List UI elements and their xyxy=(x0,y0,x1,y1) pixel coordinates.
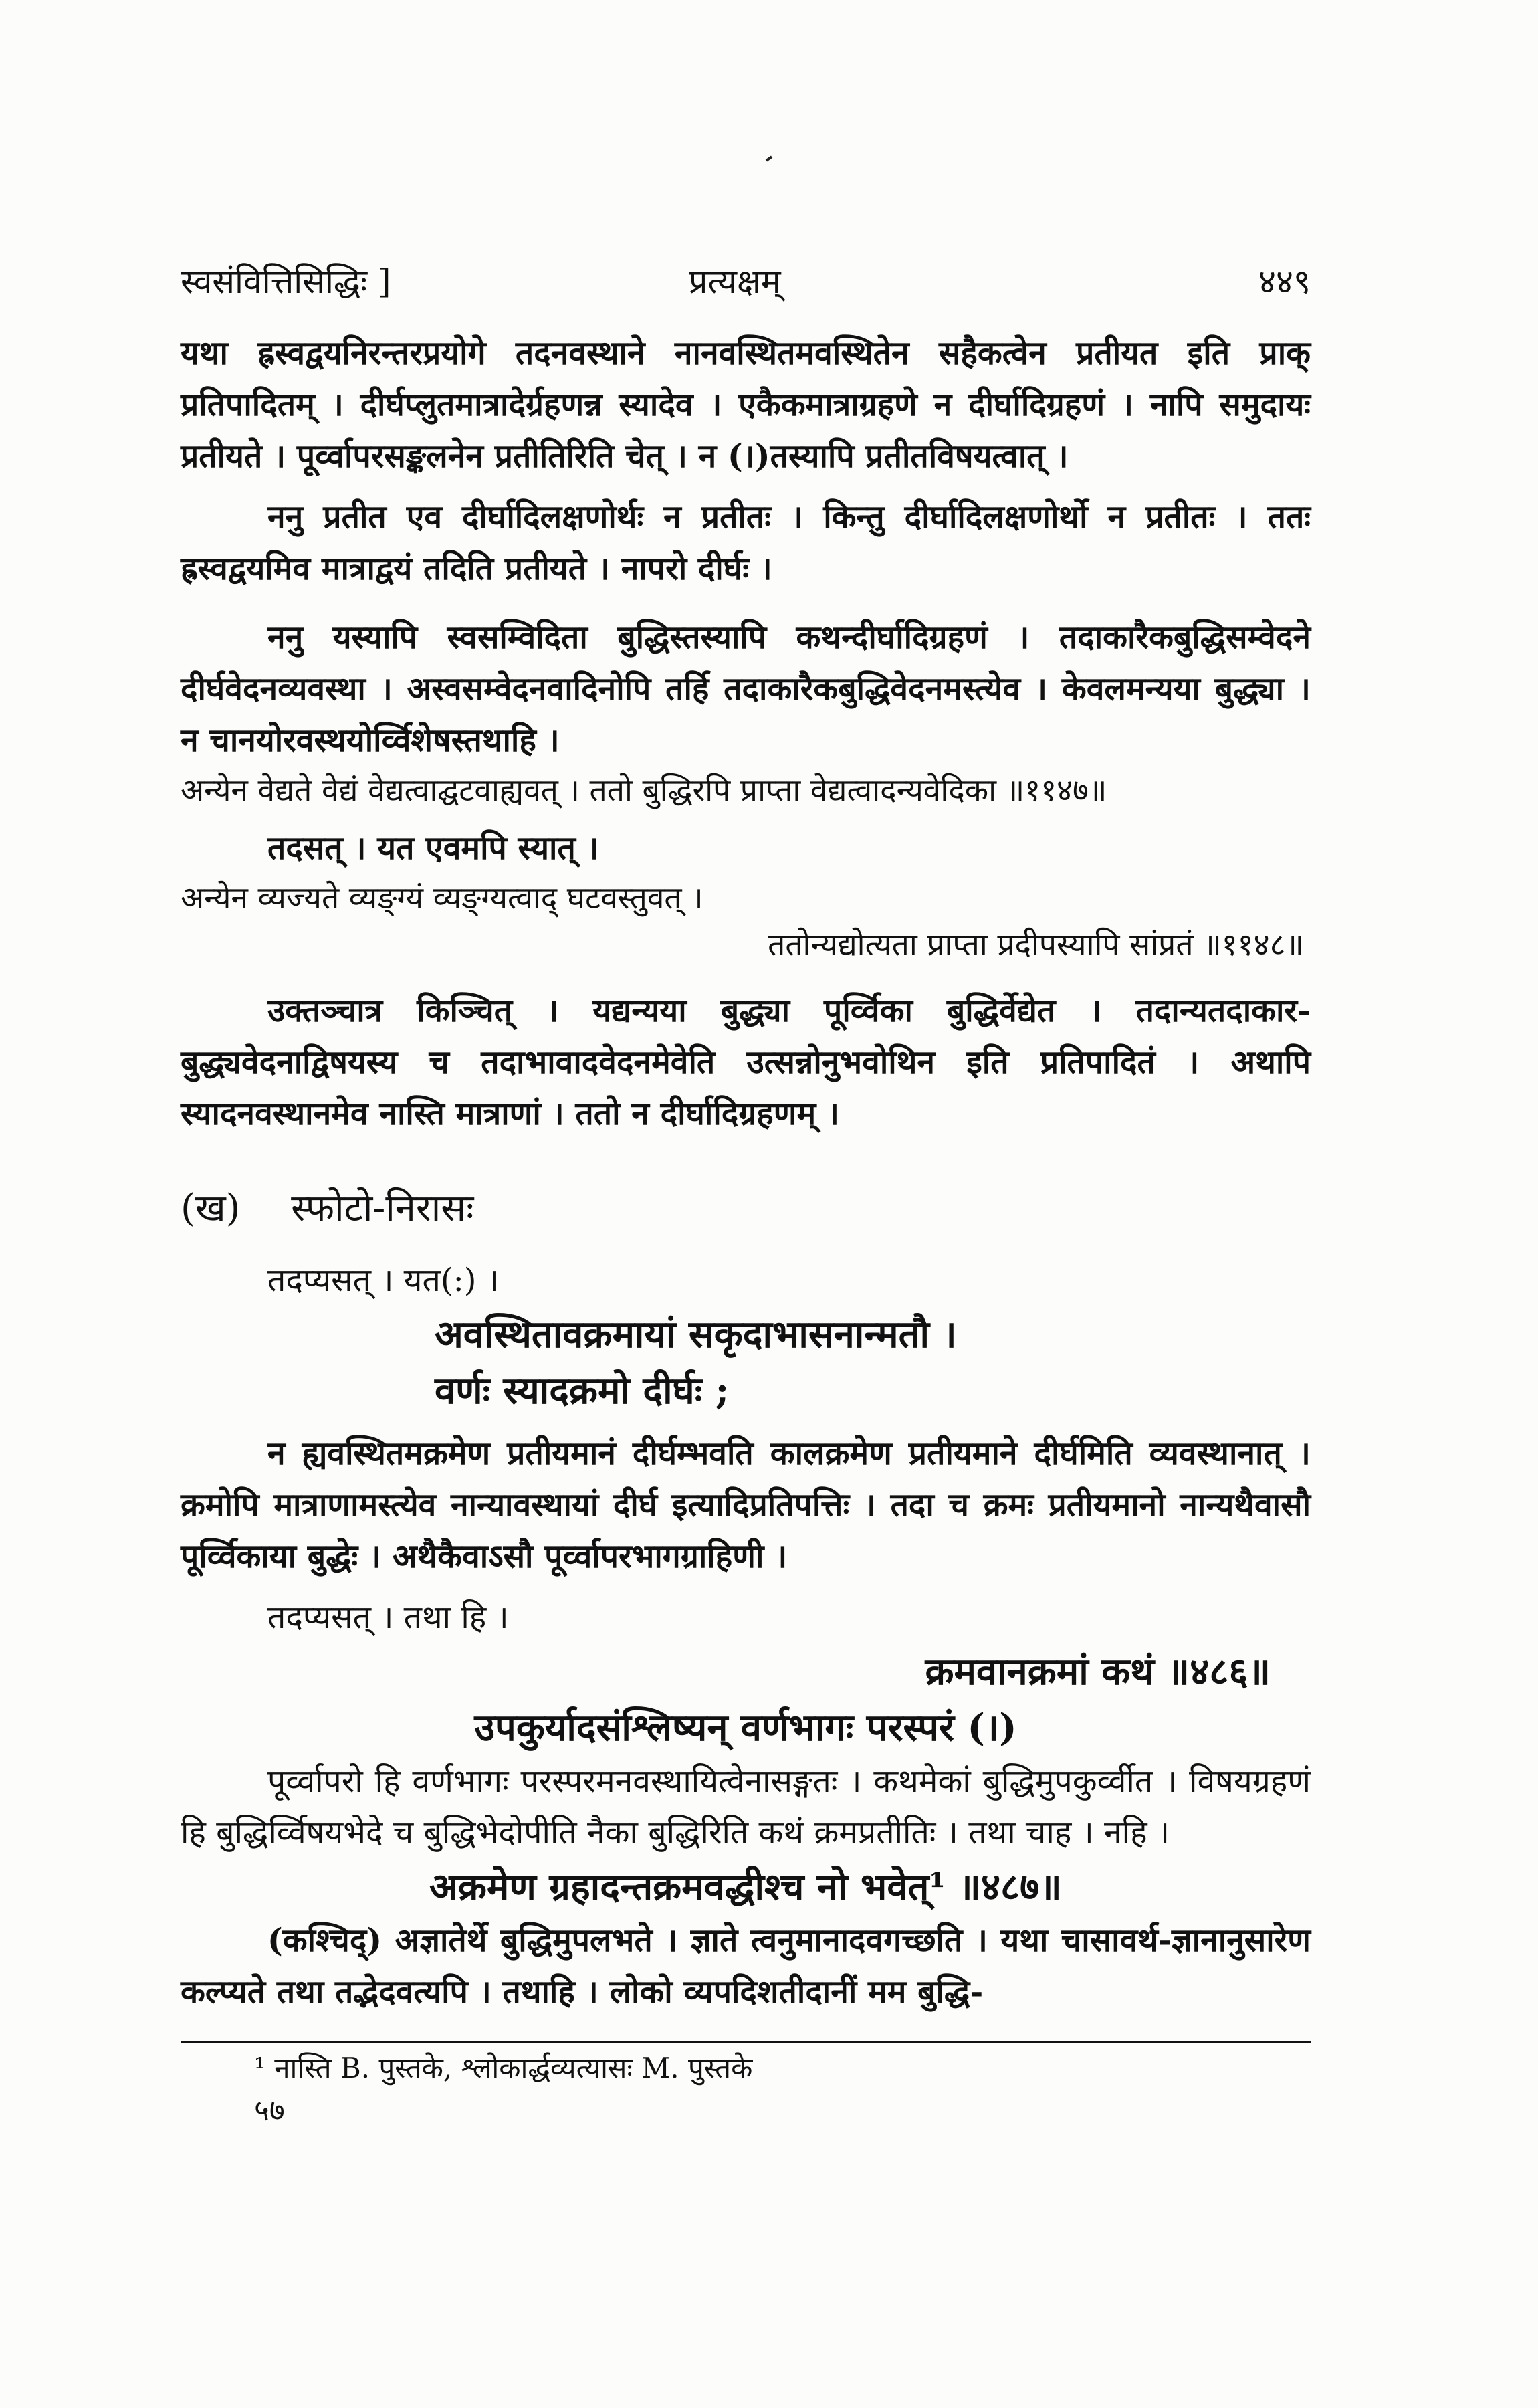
karika-1-line-2: वर्णः स्यादक्रमो दीर्घः ; xyxy=(435,1369,730,1413)
page-number: ४४९ xyxy=(1258,262,1311,301)
section-title: स्फोटो-निरासः xyxy=(291,1187,474,1230)
paragraph-2: ननु प्रतीत एव दीर्घादिलक्षणोर्थः न प्रतीतः । किन्तु दीर्घादिलक्षणोर्थो न प्रतीतः । ततः ह्रस्वद्वयमिव मात्राद्वयं तदिति प्रतीयते । नापरो दीर्घः । xyxy=(181,498,1311,587)
paragraph-3: ननु यस्यापि स्वसम्विदिता बुद्धिस्तस्यापि कथन्दीर्घादिग्रहणं । तदाकारैकबुद्धिसम्वेदने दीर्घवेदनव्यवस्था । अस्वसम्वेदनवादिनोपि तर्हि तदाकारैकबुद्धिवेदनमस्त्येव । केवलमन्यया बुद्ध्या । न चानयोरवस्थयोर्व्विशेषस्तथाहि । xyxy=(181,619,1311,759)
footnote-1: ¹ नास्ति B. पुस्तके, श्लोकार्द्धव्यत्यासः M. पुस्तके xyxy=(254,2051,753,2084)
paragraph-9: पूर्व्वापरो हि वर्णभागः परस्परमनवस्थायित्वेनासङ्गतः । कथमेकां बुद्धिमुपकुर्व्वीत । विषयग्रहणं हि बुद्धिर्व्विषयभेदे च बुद्धिभेदोपीति नैका बुद्धिरिति कथं क्रमप्रतीतिः । तथा चाह । नहि । xyxy=(181,1763,1311,1851)
paragraph-5: उक्तञ्चात्र किञ्चित् । यद्यन्यया बुद्ध्या पूर्व्विका बुद्धिर्वेद्येत । तदान्यतदाकार-बुद्ध्यवेदनाद्विषयस्य च तदाभावादवेदनमेवेति उत्सन्नोनुभवोथिन इति प्रतिपादितं । अथापि स्यादनवस्थानमेव नास्ति मात्राणां । ततो न दीर्घादिग्रहणम् । xyxy=(181,992,1311,1132)
header-chapter-title: स्वसंवित्तिसिद्धिः ] xyxy=(181,262,391,301)
paragraph-8: तदप्यसत् । तथा हि । xyxy=(267,1599,509,1636)
paragraph-10: (कश्चिद्) अज्ञातेर्थे बुद्धिमुपलभते । ज्ञाते त्वनुमानादवगच्छति । यथा चासावर्थ-ज्ञानानुसारेण कल्प्यते तथा तद्भेदवत्यपि । तथाहि । लोको व्यपदिशतीदानीं मम बुद्धि- xyxy=(181,1922,1311,2011)
verse-1147: अन्येन वेद्यते वेद्यं वेद्यत्वाद्घटवाह्यवत् । ततो बुद्धिरपि प्राप्ता वेद्यत्वादन्यवेदिका ॥११४७॥ xyxy=(181,772,1107,808)
karika-486-line-1: क्रमवानक्रमां कथं ॥४८६॥ xyxy=(925,1649,1271,1694)
running-header xyxy=(181,258,1311,311)
section-label: (ख) xyxy=(181,1187,241,1230)
section-heading xyxy=(181,1180,1311,1237)
karika-486-line-2: उपकुर्यादसंश्लिष्यन् वर्णभागः परस्परं (।) xyxy=(474,1706,1017,1750)
paragraph-1: यथा ह्रस्वद्वयनिरन्तरप्रयोगे तदनवस्थाने नानवस्थितमवस्थितेन सहैकत्वेन प्रतीयत इति प्राक् प्रतिपादितम् । दीर्घप्लुतमात्रादेर्ग्रहणन्न स्यादेव । एकैकमात्राग्रहणे न दीर्घादिग्रहणं । नापि समुदायः प्रतीयते । पूर्व्वापरसङ्कलनेन प्रतीतिरिति चेत् । न (।)तस्यापि प्रतीतविषयत्वात् । xyxy=(181,334,1311,475)
signature-mark: ५७ xyxy=(254,2094,285,2128)
paragraph-7: न ह्यवस्थितमक्रमेण प्रतीयमानं दीर्घम्भवति कालक्रमेण प्रतीयमाने दीर्घमिति व्यवस्थानात् । क्रमोपि मात्राणामस्त्येव नान्यावस्थायां दीर्घ इत्यादिप्रतिपत्तिः । तदा च क्रमः प्रतीयमानो नान्यथैवासौ पूर्व्विकाया बुद्धेः । अथैकैवाऽसौ पूर्व्वापरभागग्राहिणी । xyxy=(181,1435,1311,1575)
main-text xyxy=(181,328,1311,2132)
header-section-title: प्रत्यक्षम् xyxy=(689,262,781,301)
verse-1148-line-2: ततोन्यद्योत्यता प्राप्ता प्रदीपस्यापि सांप्रतं ॥११४८॥ xyxy=(768,926,1304,963)
paragraph-4: तदसत् । यत एवमपि स्यात् । xyxy=(267,829,599,867)
karika-1-line-1: अवस्थितावक्रमायां सकृदाभासनान्मतौ । xyxy=(435,1312,957,1357)
paragraph-6: तदप्यसत् । यत(:) । xyxy=(267,1262,499,1299)
verse-1148-line-1: अन्येन व्यज्यते व्यङ्ग्यं व्यङ्ग्यत्वाद् घटवस्तुवत् । xyxy=(181,880,703,916)
karika-487: अक्रमेण ग्रहादन्तक्रमवद्धीश्च नो भवेत्¹ ॥४८७॥ xyxy=(429,1865,1062,1909)
footnote-rule xyxy=(181,2041,1311,2043)
stray-mark xyxy=(766,155,772,161)
